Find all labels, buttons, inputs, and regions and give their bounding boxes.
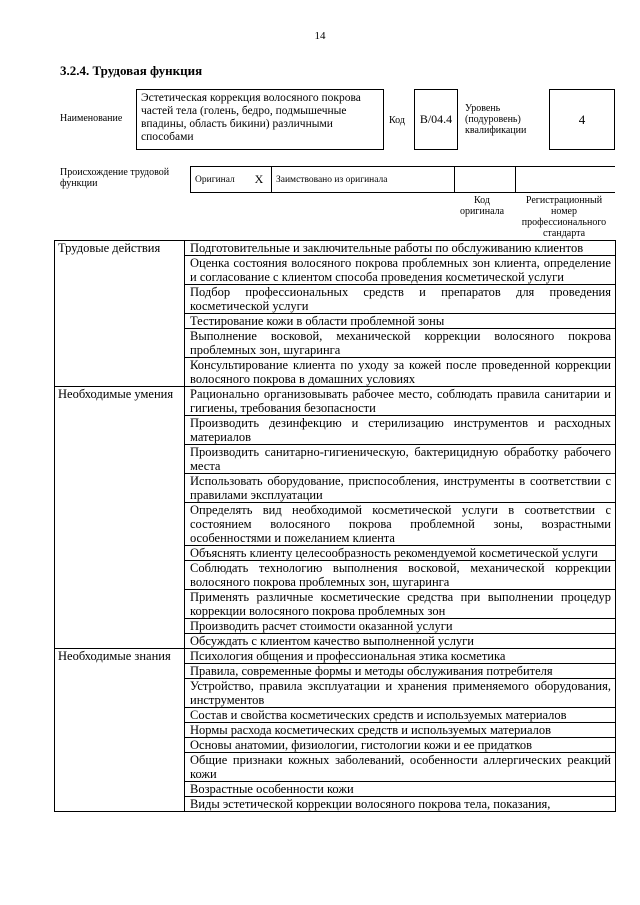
requirement-item: Психология общения и профессиональная этика косметика: [185, 649, 616, 664]
section-title: 3.2.4. Трудовая функция: [60, 63, 203, 78]
requirement-item: Состав и свойства косметических средств и используемых материалов: [185, 708, 616, 723]
requirement-item: Устройство, правила эксплуатации и хранения применяемого оборудования, инструментов: [185, 679, 616, 708]
requirement-item: Нормы расхода косметических средств и используемых материалов: [185, 723, 616, 738]
table-row: [55, 241, 616, 256]
level-label: Уровень (подуровень) квалификации: [465, 103, 527, 136]
code-value: B/04.4: [414, 89, 458, 150]
requirement-item: Оценка состояния волосяного покрова проблемных зон клиента, определение и согласование с клиентом способа проведения косметической услуги: [185, 256, 616, 285]
page-number: 14: [314, 30, 326, 42]
requirement-item: Правила, современные формы и методы обслуживания потребителя: [185, 664, 616, 679]
reg-number-caption: Регистрационный номер профессионального стандарта: [521, 195, 607, 239]
requirement-item: Соблюдать технологию выполнения восковой, механической коррекции волосяного покрова проблемных зон, шугаринга: [185, 561, 616, 590]
reg-number-cell: [515, 167, 617, 192]
requirement-item: Производить дезинфекцию и стерилизацию инструментов и расходных материалов: [185, 416, 616, 445]
requirement-item: Возрастные особенности кожи: [185, 782, 616, 797]
code-label: Код: [389, 115, 405, 126]
requirement-item: Основы анатомии, физиологии, гистологии кожи и ее придатков: [185, 738, 616, 753]
section-category: Необходимые знания: [55, 649, 185, 812]
table-row: [55, 387, 616, 416]
code-original-caption: Код оригинала: [459, 195, 505, 217]
requirement-item: Консультирование клиента по уходу за кожей после проведенной коррекции волосяного покрова в домашних условиях: [185, 358, 616, 387]
requirement-item: Производить санитарно-гигиеническую, бактерицидную обработку рабочего места: [185, 445, 616, 474]
origin-label: Происхождение трудовой функции: [60, 167, 170, 189]
name-label: Наименование: [60, 113, 123, 124]
requirement-item: Применять различные косметические средства при выполнении процедур коррекции волосяного покрова проблемных зон: [185, 590, 616, 619]
requirement-item: Подбор профессиональных средств и препаратов для проведения косметической услуги: [185, 285, 616, 314]
table-row: [55, 649, 616, 664]
section-category: Трудовые действия: [55, 241, 185, 387]
code-original-cell: [454, 167, 515, 192]
function-table: [54, 240, 616, 812]
requirement-item: Тестирование кожи в области проблемной зоны: [185, 314, 616, 329]
requirement-item: Определять вид необходимой косметической услуги в соответствии с состоянием волосяного покрова проблемной зоны, возрастными особенностями и пожеланием клиента: [185, 503, 616, 546]
original-label: Оригинал: [195, 174, 235, 185]
requirement-item: Производить расчет стоимости оказанной услуги: [185, 619, 616, 634]
section-category: Необходимые умения: [55, 387, 185, 649]
requirement-item: Объяснять клиенту целесообразность рекомендуемой косметической услуги: [185, 546, 616, 561]
requirement-item: Подготовительные и заключительные работы по обслуживанию клиентов: [185, 241, 616, 256]
requirement-item: Выполнение восковой, механической коррекции волосяного покрова проблемных зон, шугаринга: [185, 329, 616, 358]
requirement-item: Общие признаки кожных заболеваний, особенности аллергических реакций кожи: [185, 753, 616, 782]
origin-row: [190, 166, 615, 193]
original-mark: X: [254, 172, 264, 186]
name-value: Эстетическая коррекция волосяного покрова частей тела (голень, бедро, подмышечные впадины, область бикини) различными способами: [136, 89, 384, 150]
borrowed-label: Заимствовано из оригинала: [271, 167, 453, 192]
level-value: 4: [549, 89, 615, 150]
requirement-item: Использовать оборудование, приспособления, инструменты в соответствии с правилами эксплуатации: [185, 474, 616, 503]
requirement-item: Рационально организовывать рабочее место, соблюдать правила санитарии и гигиены, требования безопасности: [185, 387, 616, 416]
requirement-item: Виды эстетической коррекции волосяного покрова тела, показания,: [185, 797, 616, 812]
requirement-item: Обсуждать с клиентом качество выполненной услуги: [185, 634, 616, 649]
